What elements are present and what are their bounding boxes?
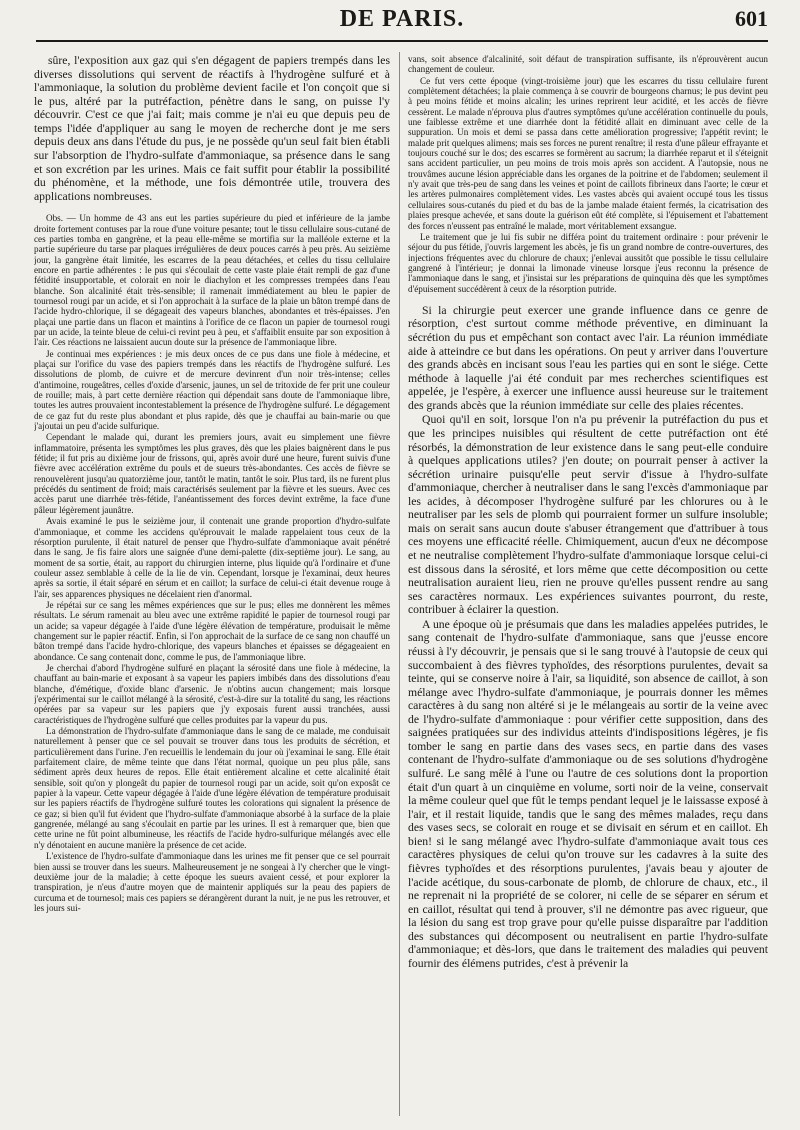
paragraph: L'existence de l'hydro-sulfate d'ammoniaque dans les urines me fit penser que ce sel pourrait bien aussi se trouver dans les sueurs. Malheureusement je ne songeai à l'y chercher que le vingt-deuxième jour de la maladie; à cette époque les sueurs avaient cessé, et pour explorer la transpiration, je n'eus d'autre moyen que de maintenir appliqués sur la peau des papiers de curcuma et de tournesol; mais ces papiers se dérangèrent durant la nuit, je ne pus les retrouver, et les jours sui- — [34, 851, 390, 913]
intro-paragraph: sûre, l'exposition aux gaz qui s'en dégagent de papiers trempés dans les diverses dissolutions qui servent de réactifs à l'hydrogène sulfuré et à l'ammoniaque, la solution du problème devient facile et l'on conçoit que si le pus, altéré par la putréfaction, pénètre dans le sang, on puisse l'y découvrir. C'est ce que j'ai fait; mais comme je n'ai eu que depuis peu de temps l'idée d'appliquer au sang le moyen de recherche dont je me sers depuis deux ans dans l'étude du pus, je ne possède qu'un seul fait bien établi sur l'absorption de l'hydro-sulfate d'ammoniaque, sa présence dans le sang et son excrétion par les urines. Mais ce fait suffit pour établir la possibilité du phénomène, et la méthode, une fois démontrée utile, trouvera des applications nombreuses. — [34, 54, 390, 203]
paragraph: Si la chirurgie peut exercer une grande influence dans ce genre de résorption, c'est surtout comme méthode préventive, en diminuant la sécrétion du pus et empêchant son contact avec l'air. La réunion immédiate aide à atteindre ce but dans les opérations. On peut y arriver dans l'ouverture des grands abcès en incisant sous l'eau les parties qui en sont le siége. Cette méthode à laquelle j'ai été conduit par mes recherches scientifiques est appelée, je l'espère, à exercer une influence aussi heureuse sur le traitement des grands abcès que la réunion immédiate sur celle des plaies récentes. — [408, 303, 768, 412]
paragraph: A une époque où je présumais que dans les maladies appelées putrides, le sang contenait de l'hydro-sulfate d'ammoniaque, sans que j'eusse encore réussi à l'y découvrir, je pensais que si le sang trouvé à l'autopsie de ceux qui succombaient à des fièvres typhoïdes, des résorptions purulentes, devait sa teinte, qui se conserve noire à l'air, sa liquidité, son absence de caillot, à son mélange avec l'hydro-sulfate d'ammoniaque, je pourrais donner les mêmes caractères à du sang non altéré si je le mélangeais au sortir de la veine avec de l'hydro-sulfate d'ammoniaque : pour vérifier cette supposition, dans des saignées pratiquées sur des individus atteints d'indispositions légères, je fis tomber le sang en partie dans des vases secs, en partie dans des vases contenant de l'hydro-sulfate d'ammoniaque ou de ses solutions d'hydrogène sulfuré. Le sang mêlé à l'une ou l'autre de ces solutions dont la proportion était d'un quart à un cinquième en volume, sorti noir de la veine, conservait la même couleur quel que fût le temps pendant lequel je le laissasse exposé à l'air, et il restait liquide, tandis que le sang des mêmes malades, reçu dans des vases secs, se colorait en rouge et se divisait en sérum et en caillot. Eh bien! si le sang mélangé avec l'hydro-sulfate d'ammoniaque avait tous ces caractères physiques de celui qu'on trouve sur les cadavres à la suite des fièvres typhoïdes et des résorptions purulentes, j'avais beau y ajouter de l'acide acétique, du sous-carbonate de plomb, de chlorure de chaux, etc., il ne reprenait ni la propriété de se colorer, ni celle de se séparer en sérum et en caillot, résultat qui tend à prouver, s'il ne démontre pas avec rigueur, que la lésion du sang est trop grave pour qu'elle puisse disparaître par l'addition des substances qui décomposent ou neutralisent en partie l'hydro-sulfate d'ammoniaque; et dès-lors, que dans le traitement des maladies qui peuvent fournir des élémens putrides, c'est à prévenir la — [408, 617, 768, 970]
paragraph: Avais examiné le pus le seizième jour, il contenait une grande proportion d'hydro-sulfate d'ammoniaque, et comme les accidens qu'éprouvait le malade rappelaient tous ceux de la résorption purulente, il était naturel de penser que l'hydro-sulfate d'ammoniaque avait pénétré dans le sang. Je fis faire alors une saignée d'une demi-palette (dix-septième jour). Le sang, au moment de sa sortie, était, au rapport du chirurgien interne, plus liquide qu'à l'ordinaire et d'une couleur assez semblable à celle de la lie de vin. Cependant, lorsque je l'examinai, deux heures après sa sortie, il était séparé en sérum et en caillot; la surface de celui-ci était devenue rouge à l'air, ses apparences physiques ne décelaient rien d'anormal. — [34, 516, 390, 599]
column-divider — [399, 52, 400, 1116]
paragraph: Quoi qu'il en soit, lorsque l'on n'a pu prévenir la putréfaction du pus et que les principes nuisibles qui résultent de cette putréfaction ont été résorbés, la démonstration de leur existence dans le sang peut-elle conduire à quelques applications utiles? j'en doute; on pourrait penser à activer la sécrétion urinaire puisqu'elle peut servir d'issue à l'hydro-sulfate d'ammoniaque, chercher à neutraliser dans le sang l'excès d'ammoniaque par les acides, à décomposer l'hydrogène sulfuré par les chlorures ou à le neutraliser par les sels de plomb qui pourraient former un sulfure insoluble; mais on serait sans aucun doute s'abuser étrangement que d'attribuer à tous ces moyens une efficacité réelle. Chimiquement, aucun d'eux ne décompose et ne neutralise complètement l'hydro-sulfate d'ammoniaque lorsque celui-ci est dissous dans la sérosité, et lors même que cette décomposition ou cette neutralisation auraient lieu, rien ne prouve qu'elles pussent rendre au sang ses caractères normaux. Les expériences suivantes pourront, du reste, contribuer à éclairer la question. — [408, 413, 768, 617]
paragraph: vans, soit absence d'alcalinité, soit défaut de transpiration suffisante, ils n'éprouvèrent aucun changement de couleur. — [408, 54, 768, 75]
paragraph: Je répétai sur ce sang les mêmes expériences que sur le pus; elles me donnèrent les mêmes résultats. Le sérum ramenait au bleu avec une extrême rapidité le papier de tournesol rougi par un acide; sa vapeur dégagée à l'aide d'une légère élévation de température, produisait le même changement sur le papier réactif. Enfin, si l'on approchait de la surface de ce sang non chauffé un bâton trempé dans l'acide hydro-chlorique, des vapeurs blanches et épaisses se dégageaient en abondance. Ce sang contenait donc, comme le pus, de l'ammoniaque libre. — [34, 599, 390, 662]
running-title: DE PARIS. — [339, 6, 465, 32]
paragraph: Je cherchai d'abord l'hydrogène sulfuré en plaçant la sérosité dans une fiole à médecine, la chauffant au bain-marie et exposant à sa vapeur les papiers imbibés dans des dissolutions d'eau blanche, d'émétique, d'oxide blanc d'arsenic. Je n'obtins aucun changement; mais lorsque j'expérimentai sur le caillot mélangé à la sérosité, c'est-à-dire sur la totalité du sang, les réactions opérées par sa vapeur sur les papiers que j'y exposais furent aussi tranchées, aussi caractéristiques de l'hydrogène sulfuré que celles produites par la vapeur du pus. — [34, 662, 390, 725]
paragraph: Je continuai mes expériences : je mis deux onces de ce pus dans une fiole à médecine, et plaçai sur l'orifice du vase des papiers trempés dans les réactifs de l'hydrogène sulfuré. Les dissolutions de plomb, de cuivre et de mercure devinrent d'un noir très-intense; celles d'antimoine, rougeâtres, celles d'oxide d'arsenic, jaunes, un sel de tritoxide de fer prit une couleur de rouille; mais, à part cette dernière réaction qui dépendait sans doute de l'ammoniaque libre, toutes les autres prouvaient incontestablement la présence de l'hydrogène sulfuré. Le dégagement de ce gaz fut du reste plus abondant et plus rapide, dès que je chauffai au bain-marie ou que j'ajoutai un peu d'acide sulfurique. — [34, 348, 390, 432]
left-column — [34, 54, 390, 1116]
page-header — [36, 6, 768, 42]
paragraph: Cependant le malade qui, durant les premiers jours, avait eu simplement une fièvre inflammatoire, présenta les symptômes les plus graves, dès que les plaies baignèrent dans le pus fétide; il fut pris au dixième jour de frissons, qui, après avoir duré une heure, furent suivis d'une fièvre avec accélération extrême du pouls et de sueurs très-abondantes. Ces accès de fièvre se renouvelèrent jusqu'au quatorzième jour, tantôt le matin, tantôt le soir. Plus tard, ils ne furent plus précédés du sentiment de froid; mais caractérisés seulement par la fièvre et les sueurs. Avec ces accès parut une diarrhée très-fétide, l'anéantissement des forces devint extrême, la face d'une pâleur légèrement jaunâtre. — [34, 432, 390, 515]
paragraph: Le traitement que je lui fis subir ne différa point du traitement ordinaire : pour prévenir le séjour du pus fétide, j'ouvris largement les abcès, je fis un grand nombre de contre-ouvertures, des injections fréquentes avec du chlorure de chaux; j'enlevai aussitôt que possible le tissu cellulaire gangrené à l'intérieur; je donnai la limonade vineuse lorsque j'eus reconnu la présence de l'ammoniaque dans le sang, et j'insistai sur les préparations de quinquina dès que les symptômes d'épuisement succédèrent à ceux de la résorption putride. — [408, 231, 768, 294]
page-number: 601 — [735, 6, 768, 31]
observation-paragraph: Obs. — Un homme de 43 ans eut les parties supérieure du pied et inférieure de la jambe droite fortement contuses par la roue d'une voiture pesante; tout le tissu cellulaire sous-cutané de ces parties tomba en gangrène, et la peau elle-même se mortifia sur la malléole externe et la partie supérieure du tarse par plaques irrégulières de deux pouces carrés à peu près. Au seizième jour, la gangrène était limitée, les escarres de la peau détachées, et celles du tissu cellulaire encore en partie adhérentes : le pus qui s'écoulait de cette vaste plaie était rempli de gaz d'une fétidité insupportable, et colorait en noir le diachylon et les compresses trempées dans l'eau blanche. Son alcalinité était très-sensible; il ramenait immédiatement au bleu le papier de tournesol rougi par un acide, et si l'on approchait à la surface de la plaie un bâton trempé dans de l'acide hydro-chlorique, il se dégageait des vapeurs blanches, abondantes et très-épaisses. J'en plaçai une partie dans un flacon et maintins à l'orifice de ce flacon un papier de tournesol rougi par un acide, la teinte bleue de celui-ci revint peu à peu, et s'affaiblit ensuite par son exposition à l'air. Ces réactions ne laissaient aucun doute sur la présence de l'ammoniaque libre. — [34, 213, 390, 348]
paragraph: La démonstration de l'hydro-sulfate d'ammoniaque dans le sang de ce malade, me conduisait naturellement à penser que ce sel pouvait se trouver dans tous les produits de sécrétion, et particulièrement dans l'urine. J'en recueillis le lendemain du jour où j'examinai le sang. Elle était parfaitement claire, de même teinte que dans l'état normal, quoique un peu plus pâle, sans sédiment après deux heures de repos. Elle était entièrement alcaline et cette alcalinité était sensible, soit qu'on y plongeât du papier de tournesol rougi par un acide, soit qu'on exposât ce papier à la vapeur. Cette vapeur dégagée à l'aide d'une légère élévation de température produisait sur les papiers réactifs de l'hydrogène sulfuré toutes les colorations qui signalent la présence de ce gaz; si bien qu'il fut évident que l'hydro-sulfate d'ammoniaque absorbé à la surface de la plaie gangrenée, mélangé au sang s'écoulait en partie par les urines. Il est à remarquer que, bien que cette urine ne fût point albumineuse, les réactifs de l'acide hydro-sulfurique mélangés avec elle n'y dénotaient en aucune manière la présence de cet acide. — [34, 726, 390, 850]
paragraph: Ce fut vers cette époque (vingt-troisième jour) que les escarres du tissu cellulaire furent complètement détachées; la plaie commença à se couvrir de bourgeons charnus; le pus devint peu à peu moins fétide et moins alcalin; les urines reprirent leur acidité, et les accès de fièvre cessèrent. Le malade n'éprouva plus d'autres symptômes qu'une accélération continuelle du pouls, une faiblesse extrême et une diarrhée dont la fétidité allait en diminuant avec celle de la suppuration. Un mois et demi se passa dans cette amélioration progressive; l'appétit revint; le malade prit quelques alimens; mais ses forces ne purent renaître; il resta d'une pâleur effrayante et toujours couché sur le dos; des escarres se formèrent au sacrum; la diarrhée reparut et il s'éteignit sans accident particulier, un peu moins de trois mois après son accident. A l'autopsie, nous ne trouvâmes aucune lésion appréciable dans les organes de la poitrine et de l'abdomen; seulement il n'y avait que très-peu de sang dans les veines et point de caillots fibrineux dans l'aorte; le cœur et les artères pulmonaires complètement vides. Les vastes abcès qui avaient occupé tous les tissus cellulaires sous-cutanés du pied et du bas de la jambe malade étaient fermés, la cicatrisation des plaies presque achevée, et sans doute la guérison eût été complète, si l'épuisement et l'abattement des forces n'eussent pas entraîné le malade, mort véritablement exsangue. — [408, 75, 768, 231]
right-column — [408, 54, 768, 1116]
